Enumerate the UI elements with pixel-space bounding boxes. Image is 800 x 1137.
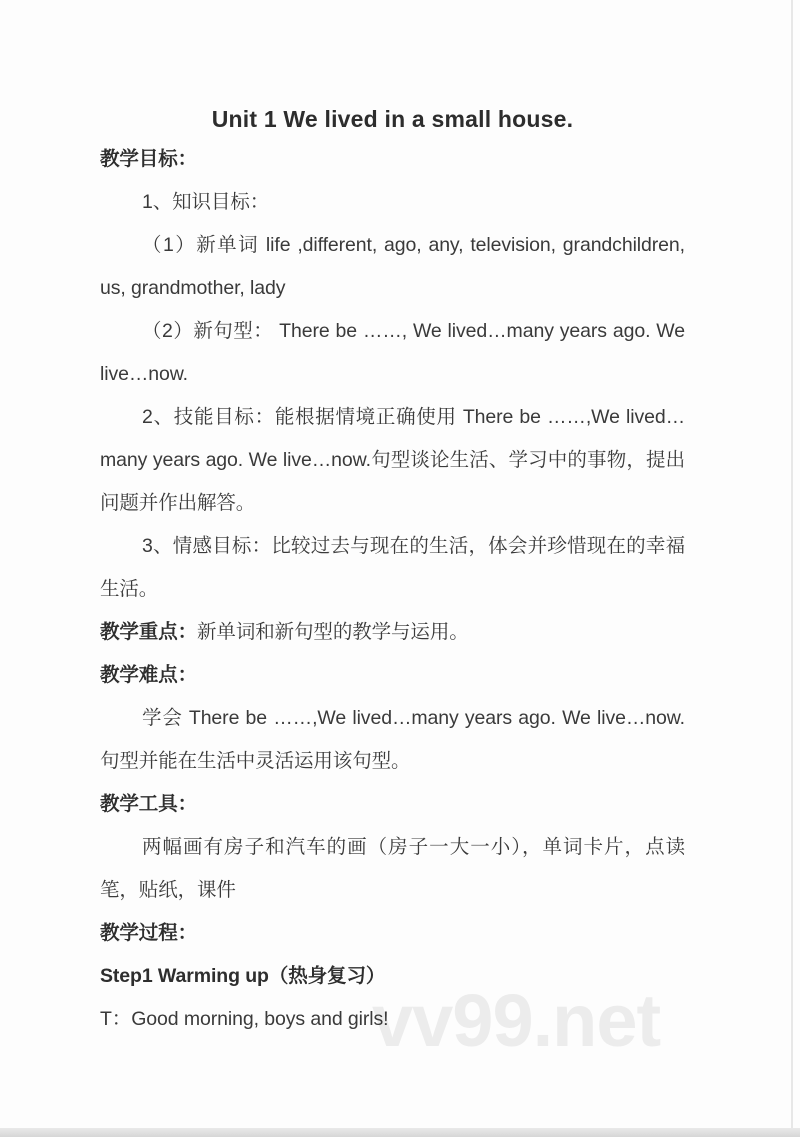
paragraph [100, 998, 685, 1041]
paragraph [100, 826, 685, 912]
paragraph [100, 955, 685, 998]
paragraph-heading-segment: 教学过程： [100, 922, 198, 944]
document-content [100, 100, 685, 1041]
scan-bottom-edge [0, 1128, 800, 1137]
paragraph [100, 138, 685, 181]
paragraph-text-segment: （1）新单词 life ,different, ago, any, television, grandchildren, us, grandmother, lady [100, 234, 685, 299]
paragraph-heading-segment: Step1 Warming up（热身复习） [100, 965, 386, 987]
paragraph-text-segment: （2）新句型： There be ……, We lived…many years ago. We live…now. [100, 320, 685, 385]
paragraph [100, 181, 685, 224]
paragraph [100, 654, 685, 697]
paragraph-text-segment: 1、知识目标： [142, 191, 270, 213]
paragraph-text-segment: T：Good morning, boys and girls! [100, 1008, 389, 1030]
paragraph [100, 525, 685, 611]
paragraph-heading-segment: 教学目标： [100, 148, 198, 170]
paragraph [100, 611, 685, 654]
document-title: Unit 1 We lived in a small house. [211, 106, 574, 132]
paragraph-list [100, 138, 685, 1041]
paragraph [100, 697, 685, 783]
paragraph-heading-segment: 教学难点： [100, 664, 198, 686]
paragraph-heading-segment: 教学重点： [100, 621, 198, 643]
paragraph-text-segment: 新单词和新句型的教学与运用。 [197, 621, 469, 643]
paragraph [100, 912, 685, 955]
paragraph-text-segment: 3、情感目标：比较过去与现在的生活，体会并珍惜现在的幸福生活。 [100, 535, 685, 600]
watermark-text: vv99.net [372, 979, 661, 1062]
page-edge-line [791, 0, 793, 1128]
paragraph-text-segment: 学会 There be ……,We lived…many years ago. We live…now.句型并能在生活中灵活运用该句型。 [100, 707, 685, 772]
paragraph [100, 783, 685, 826]
paragraph-heading-segment: 教学工具： [100, 793, 198, 815]
paragraph [100, 310, 685, 396]
paragraph-text-segment: 2、技能目标：能根据情境正确使用 There be ……,We lived…many years ago. We live…now.句型谈论生活、学习中的事物，提出问题并作出解答。 [100, 406, 685, 514]
paragraph-text-segment: 两幅画有房子和汽车的画（房子一大一小），单词卡片，点读笔，贴纸，课件 [100, 836, 685, 901]
paragraph [100, 224, 685, 310]
paragraph [100, 396, 685, 525]
